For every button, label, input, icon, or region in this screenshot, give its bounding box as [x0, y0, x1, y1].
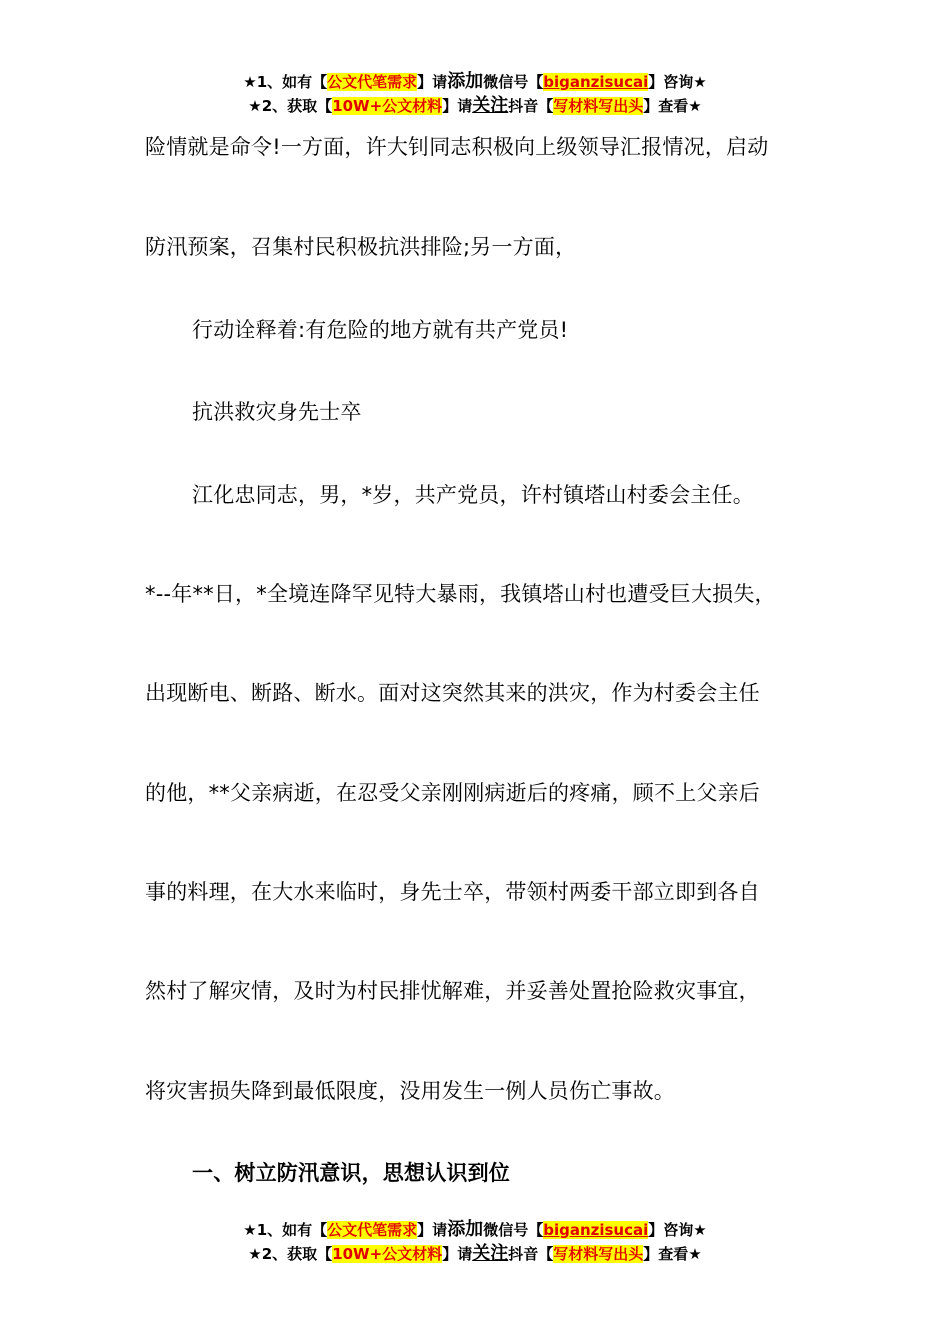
- banner-emphasis: 关注: [472, 1243, 509, 1264]
- douyin-account-link[interactable]: 写材料写出头: [553, 1245, 644, 1263]
- banner-line-1: [0, 70, 950, 94]
- banner-text: ★2、获取【: [248, 1245, 333, 1263]
- section-heading: 一、树立防汛意识，思想认识到位: [192, 1161, 510, 1185]
- banner-text: 微信号【: [483, 1221, 544, 1239]
- banner-text: 微信号【: [483, 73, 544, 91]
- banner-text: 抖音【: [508, 97, 554, 115]
- wechat-id-link[interactable]: biganzisucai: [543, 1221, 649, 1239]
- body-line: 防汛预案，召集村民积极抗洪排险;另一方面，: [145, 235, 577, 259]
- banner-highlight: 10W+公文材料: [332, 97, 443, 115]
- top-banner: [0, 70, 950, 118]
- body-line: *--年**日，*全境连降罕见特大暴雨，我镇塔山村也遭受巨大损失，: [145, 582, 776, 606]
- banner-text: ★1、如有【: [243, 1221, 328, 1239]
- body-line: 将灾害损失降到最低限度，没用发生一例人员伤亡事故。: [145, 1079, 675, 1103]
- bottom-banner: [0, 1218, 950, 1266]
- body-line: 江化忠同志，男，*岁，共产党员，许村镇塔山村委会主任。: [192, 483, 754, 507]
- banner-text: 】查看★: [643, 1245, 702, 1263]
- body-line: 事的料理，在大水来临时，身先士卒，带领村两委干部立即到各自: [145, 880, 760, 904]
- banner-highlight: 公文代笔需求: [327, 1221, 418, 1239]
- banner-text: 】请: [442, 97, 473, 115]
- wechat-id-link[interactable]: biganzisucai: [543, 73, 649, 91]
- banner-line-2: [0, 94, 950, 118]
- banner-text: 】请: [417, 1221, 448, 1239]
- banner-emphasis: 添加: [447, 71, 484, 92]
- banner-text: 】咨询★: [648, 1221, 707, 1239]
- banner-highlight: 公文代笔需求: [327, 73, 418, 91]
- body-line: 险情就是命令!一方面，许大钊同志积极向上级领导汇报情况，启动: [145, 135, 769, 159]
- banner-text: 】请: [417, 73, 448, 91]
- banner-line-2: [0, 1242, 950, 1266]
- banner-text: ★1、如有【: [243, 73, 328, 91]
- banner-emphasis: 添加: [447, 1219, 484, 1240]
- body-line: 的他，**父亲病逝，在忍受父亲刚刚病逝后的疼痛，顾不上父亲后: [145, 781, 760, 805]
- banner-text: 抖音【: [508, 1245, 554, 1263]
- douyin-account-link[interactable]: 写材料写出头: [553, 97, 644, 115]
- banner-emphasis: 关注: [472, 95, 509, 116]
- banner-text: 】请: [442, 1245, 473, 1263]
- banner-text: ★2、获取【: [248, 97, 333, 115]
- body-line: 出现断电、断路、断水。面对这突然其来的洪灾，作为村委会主任: [145, 681, 760, 705]
- section-subtitle: 抗洪救灾身先士卒: [192, 400, 362, 424]
- banner-line-1: [0, 1218, 950, 1242]
- banner-highlight: 10W+公文材料: [332, 1245, 443, 1263]
- body-line: 行动诠释着:有危险的地方就有共产党员!: [192, 318, 569, 342]
- banner-text: 】查看★: [643, 97, 702, 115]
- body-line: 然村了解灾情，及时为村民排忧解难，并妥善处置抢险救灾事宜，: [145, 979, 760, 1003]
- banner-text: 】咨询★: [648, 73, 707, 91]
